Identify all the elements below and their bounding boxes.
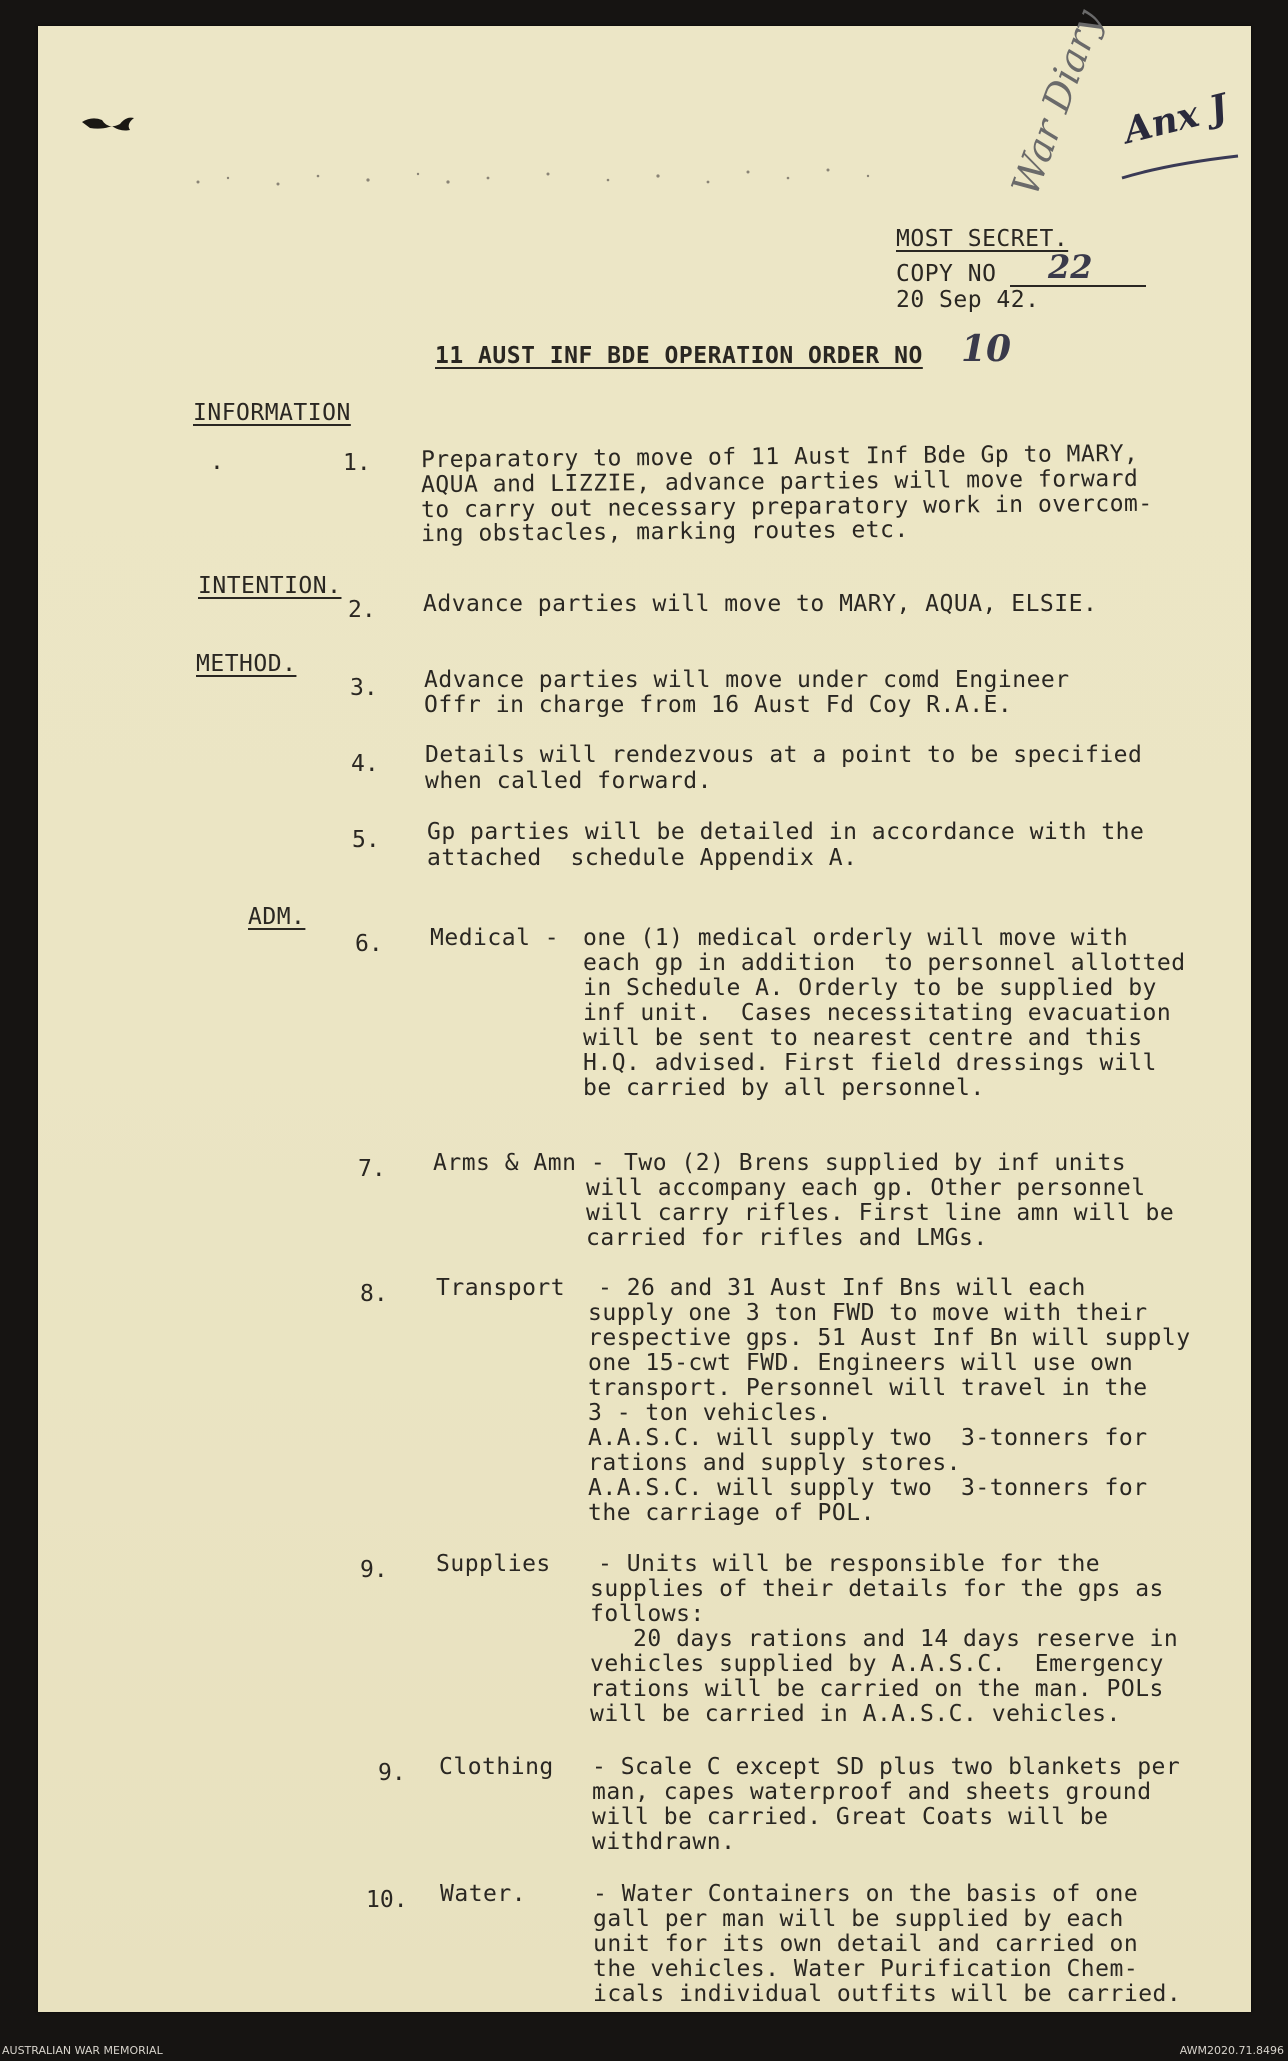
para-number: 6. xyxy=(355,931,383,957)
footer-left: AUSTRALIAN WAR MEMORIAL xyxy=(2,2044,163,2057)
section-adm: ADM. xyxy=(248,904,306,930)
para-9-line: - Units will be responsible for the xyxy=(598,1551,1101,1577)
document-page xyxy=(38,4,1251,2012)
para-number: 4. xyxy=(351,751,379,777)
para-4-line: when called forward. xyxy=(425,768,712,794)
para-5-line: attached schedule Appendix A. xyxy=(427,845,858,871)
para-7-line: carried for rifles and LMGs. xyxy=(586,1225,988,1251)
classification-label: MOST SECRET. xyxy=(896,226,1069,252)
para-6-head: Medical - xyxy=(430,925,574,951)
para-7-head: Arms & Amn - xyxy=(433,1150,620,1176)
para-6-line: will be sent to nearest centre and this xyxy=(583,1025,1143,1051)
para-number: 7. xyxy=(358,1156,386,1182)
para-7-line: will accompany each gp. Other personnel xyxy=(586,1175,1146,1201)
para-9-head: Supplies xyxy=(436,1551,551,1577)
date-label: 20 Sep 42. xyxy=(896,287,1040,313)
para-number: 9. xyxy=(378,1760,406,1786)
para-8-line: supply one 3 ton FWD to move with their xyxy=(588,1300,1148,1326)
para-1-line: AQUA and LIZZIE, advance parties will move forward xyxy=(420,465,1139,499)
para-6-line: be carried by all personnel. xyxy=(583,1075,985,1101)
para-clothing-line: will be carried. Great Coats will be xyxy=(592,1804,1109,1830)
para-5-line: Gp parties will be detailed in accordance with the xyxy=(427,819,1145,845)
para-6-line: inf unit. Cases necessitating evacuation xyxy=(583,1000,1172,1026)
copy-number-handwritten: 22 xyxy=(1048,248,1093,286)
para-8-line: transport. Personnel will travel in the xyxy=(588,1375,1148,1401)
para-9-line: vehicles supplied by A.A.S.C. Emergency xyxy=(590,1651,1164,1677)
para-1-line: ing obstacles, marking routes etc. xyxy=(420,516,909,548)
bullet-dot: . xyxy=(210,449,225,475)
para-2-line: Advance parties will move to MARY, AQUA, ELSIE. xyxy=(423,591,1098,617)
para-8-line: 3 - ton vehicles. xyxy=(588,1400,832,1426)
copy-number-label: COPY NO xyxy=(896,261,997,287)
para-4-line: Details will rendezvous at a point to be specified xyxy=(425,742,1143,768)
annex-underline xyxy=(1118,150,1248,184)
para-number: 2. xyxy=(348,597,376,623)
section-intention: INTENTION. xyxy=(198,573,342,599)
para-8-line: one 15-cwt FWD. Engineers will use own xyxy=(588,1350,1134,1376)
para-8-line: A.A.S.C. will supply two 3-tonners for xyxy=(588,1475,1148,1501)
para-number: 5. xyxy=(352,827,380,853)
para-clothing-line: - Scale C except SD plus two blankets per xyxy=(592,1754,1181,1780)
order-number-handwritten: 10 xyxy=(961,328,1012,370)
para-number: 1. xyxy=(343,450,371,476)
para-10-line: gall per man will be supplied by each xyxy=(593,1906,1124,1932)
para-3-line: Advance parties will move under comd Engineer xyxy=(424,667,1070,693)
para-number: 9. xyxy=(360,1557,388,1583)
para-6-line: H.Q. advised. First field dressings will xyxy=(583,1050,1157,1076)
para-clothing-line: withdrawn. xyxy=(592,1829,736,1855)
para-10-line: icals individual outfits will be carried. xyxy=(593,1981,1182,2007)
para-1-line: Preparatory to move of 11 Aust Inf Bde Gp to MARY, xyxy=(420,440,1139,474)
para-number: 10. xyxy=(366,1887,408,1913)
para-number: 3. xyxy=(350,675,378,701)
para-1-line: to carry out necessary preparatory work in overcom- xyxy=(420,490,1153,524)
section-method: METHOD. xyxy=(196,651,297,677)
footer-right: AWM2020.71.8496 xyxy=(1179,2044,1284,2057)
para-8-line: rations and supply stores. xyxy=(588,1450,962,1476)
para-3-line: Offr in charge from 16 Aust Fd Coy R.A.E. xyxy=(424,692,1013,718)
para-9-line: will be carried in A.A.S.C. vehicles. xyxy=(590,1701,1121,1727)
para-9-line: follows: xyxy=(590,1601,705,1627)
para-6-line: in Schedule A. Orderly to be supplied by xyxy=(583,975,1157,1001)
para-8-line: respective gps. 51 Aust Inf Bn will supply xyxy=(588,1325,1191,1351)
para-6-line: each gp in addition to personnel allotted xyxy=(583,950,1186,976)
section-information: INFORMATION xyxy=(193,400,351,426)
order-title: 11 AUST INF BDE OPERATION ORDER NO xyxy=(435,343,923,369)
para-8-line: - 26 and 31 Aust Inf Bns will each xyxy=(598,1275,1086,1301)
para-9-line: supplies of their details for the gps as xyxy=(590,1576,1164,1602)
para-clothing-line: man, capes waterproof and sheets ground xyxy=(592,1779,1152,1805)
para-8-head: Transport xyxy=(436,1275,566,1301)
punch-hole-mark xyxy=(78,108,158,148)
para-10-line: - Water Containers on the basis of one xyxy=(593,1881,1139,1907)
para-8-line: the carriage of POL. xyxy=(588,1500,875,1526)
para-10-head: Water. xyxy=(440,1881,527,1907)
dotted-residue xyxy=(188,160,968,200)
para-clothing-head: Clothing xyxy=(439,1754,554,1780)
margin-note-handwritten: War Diary xyxy=(1003,4,1111,202)
para-9-line: 20 days rations and 14 days reserve in xyxy=(590,1626,1179,1652)
para-8-line: A.A.S.C. will supply two 3-tonners for xyxy=(588,1425,1148,1451)
para-7-line: will carry rifles. First line amn will be xyxy=(586,1200,1175,1226)
para-7-line: Two (2) Brens supplied by inf units xyxy=(624,1150,1127,1176)
para-6-line: one (1) medical orderly will move with xyxy=(583,925,1129,951)
para-10-line: the vehicles. Water Purification Chem- xyxy=(593,1956,1139,1982)
para-9-line: rations will be carried on the man. POLs xyxy=(590,1676,1164,1702)
para-number: 8. xyxy=(360,1281,388,1307)
para-10-line: unit for its own detail and carried on xyxy=(593,1931,1139,1957)
annex-handwritten: Anx J xyxy=(1119,85,1232,153)
